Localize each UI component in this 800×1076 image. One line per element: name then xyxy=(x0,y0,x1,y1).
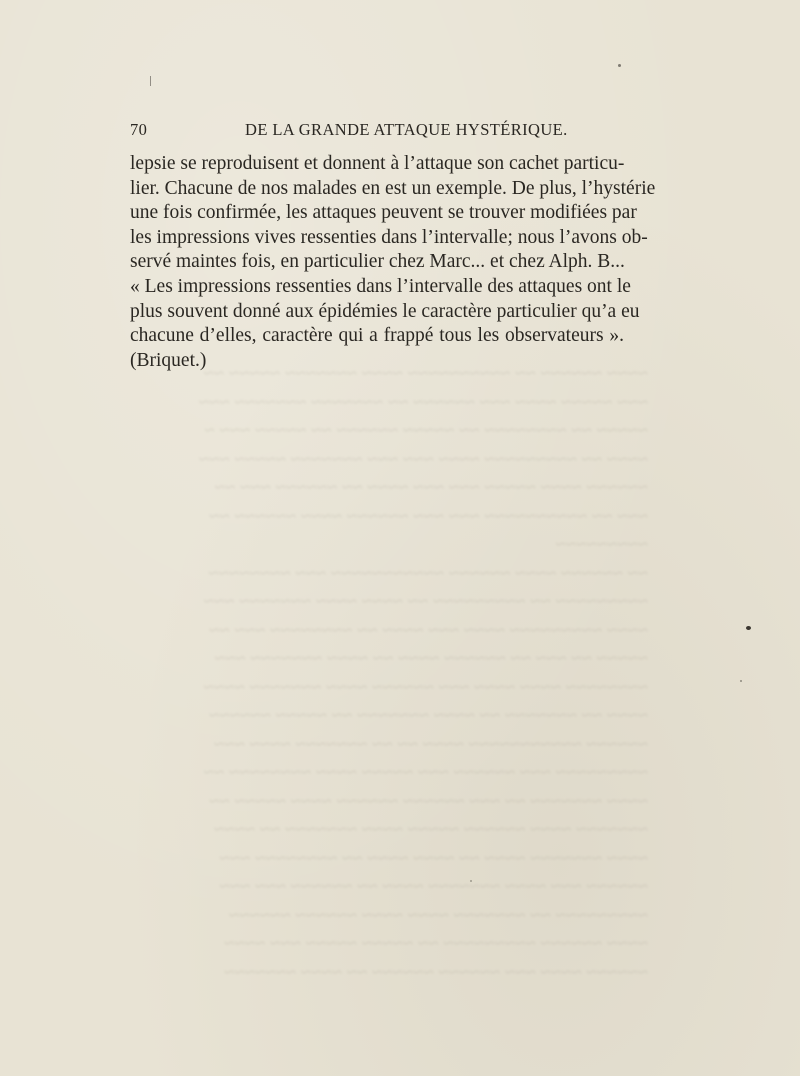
text-line: servé maintes fois, en particulier chez Marc... et chez Alph. B... xyxy=(130,251,625,273)
paper-speck xyxy=(150,76,151,86)
bleed-through-texture: ~~~~ ~~~~~~ ~~ ~~~~~~~~~~ ~~~~ ~~~~~~~ ~~~~~ ~~ ~~~ ~~~~~ ~~~~ ~~~ ~~~~~~ ~~ ~~~~~~~ ~~~~~~~ ~~~ ~~~~~ ~~ ~~~~~~~~ ~~ ~~~~~ ~~~~~~ ~~ ~~~~~ ~~~ ~ ~~~~ ~~ ~~~~~~~~~ ~~~~ ~~~ ~~~ ~~~~~~~ ~~~~~ ~~~ ~~~~~~ ~~~~ ~~~~~ ~~~ ~~~ ~~~~ ~~ ~~~~~~ ~~~ ~~ ~~~ ~~ ~~~~~~~~~~ ~~~ ~~~ ~~~~~~ ~~~~ ~~~~~~ ~~ ~~~~~~~~~ ~~ ~~~~~~ ~~~~ ~~~~~~ ~~~~~~~~~~~ ~~~ ~~~~~~~~ ~~~~~~~~~ ~~ ~~~~~~~~~ ~~ ~~~~ ~~~~ ~~~~~~~ ~~~ ~~~~ ~~~~~~~~~ ~~~~ ~~~ ~~~~ ~~ ~~~~~~~~ ~~~ ~~ ~~~~~ ~~ ~~~ ~~ ~~~~~~ ~~~~ ~~ ~~~~ ~~~~~~~ ~~~ ~~~~~~~~ ~~~~ ~~~~ ~~~ ~~~~~~ ~~~~ ~~~~~~~ ~~~~ ~~~~ ~~ ~~~~~~~ ~~ ~~~~ ~~~~~~~ ~~ ~~~~~ ~~~~~~ ~~~~~~ ~~~~~~~~~~~ ~~~~ ~~ ~~ ~~~~~~~ ~~~~ ~~~ ~~~~~~~~~ ~~~ ~~~~~~ ~~~ ~~~~~ ~~~~ ~~~~~~~~ ~~ ~~~~ ~~~~~~~ ~~ ~~~ ~~~~~~ ~~~~~~ ~~~~ ~~~~~ ~~ ~~~~~~~ ~~~~ ~~~~~~ ~~~~~ ~~~~ ~~~~~~~ ~~ ~~~~ ~~~~ ~~~~~~~ ~~~~ ~~ ~~~~ ~~~~ ~~ ~~~~~~~~ ~~~ ~~~~~~ ~~~ ~~~~ ~~~~~~~ ~~~~ ~~ ~~~~~~ ~~~ ~~~ ~~~~~~~~~ ~~ ~~~~~~~ ~~~~ ~~~~ ~~~~~~ ~~~~~~ ~~~~ ~~~~~~ ~~~~~~~~~ ~~ ~~~~~ ~~~~~ ~~~ ~~~~ ~~~~~~ ~~~~ ~~~ ~~~~~~ ~~~~~~ ~~ ~~~~ ~~~~~~~ xyxy=(198,363,648,983)
text-line: les impressions vives ressenties dans l’intervalle; nous l’avons ob- xyxy=(130,226,648,248)
paper-speck xyxy=(740,680,742,682)
text-line: chacune d’elles, caractère qui a frappé tous les observateurs ». xyxy=(130,325,624,347)
paper-speck xyxy=(746,626,751,630)
paper-speck xyxy=(470,880,472,882)
body-paragraph xyxy=(130,152,656,373)
text-line: plus souvent donné aux épidémies le caractère particulier qu’a eu xyxy=(130,300,640,322)
text-line: lepsie se reproduisent et donnent à l’attaque son cachet particu- xyxy=(130,153,625,174)
paper-speck xyxy=(618,64,621,67)
running-header xyxy=(130,120,624,144)
text-line: lier. Chacune de nos malades en est un exemple. De plus, l’hystérie xyxy=(130,177,656,199)
page-number: 70 xyxy=(130,120,148,139)
text-line: « Les impressions ressenties dans l’intervalle des attaques ont le xyxy=(130,275,631,297)
text-line: (Briquet.) xyxy=(130,349,207,371)
text-line: une fois confirmée, les attaques peuvent se trouver modifiées par xyxy=(130,202,637,224)
running-title: DE LA GRANDE ATTAQUE HYSTÉRIQUE. xyxy=(245,120,568,139)
